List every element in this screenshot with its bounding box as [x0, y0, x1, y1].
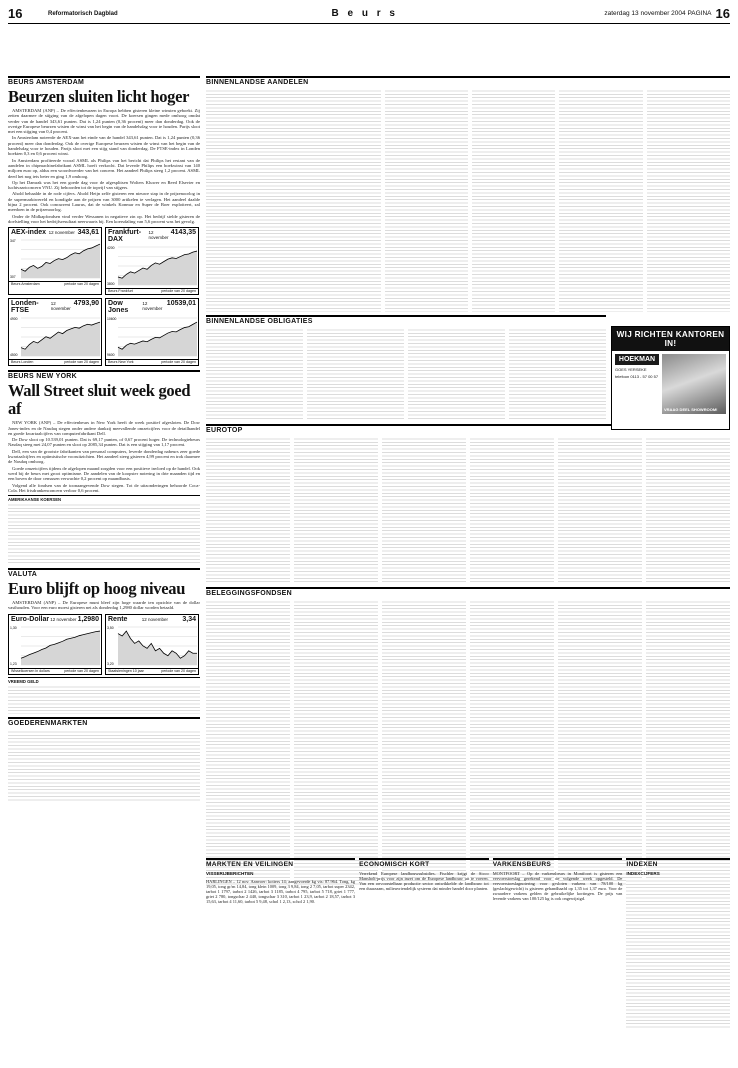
left-column	[8, 76, 200, 803]
chart-aex	[8, 227, 102, 295]
section-label-markten-veilingen: MARKTEN EN VEILINGEN	[206, 858, 355, 868]
table-column	[472, 88, 555, 312]
table-column	[558, 599, 642, 885]
table-column	[382, 599, 466, 885]
table-amerikaanse-koersen	[8, 502, 200, 564]
y-tick-min: 1,23	[10, 661, 17, 666]
ad-headline: WIJ RICHTEN KANTOREN IN!	[612, 327, 729, 351]
table-column	[646, 599, 730, 885]
subheading-visserijberichten: VISSERIJBERICHTEN	[206, 871, 254, 876]
section-label-indexen: INDEXEN	[626, 858, 730, 868]
chart-date: 12 november	[148, 230, 169, 241]
table-column	[385, 88, 468, 312]
section-label-goederenmarkten: GOEDERENMARKTEN	[8, 717, 200, 727]
table-binnenlandse-aandelen	[206, 88, 730, 312]
table-column	[647, 88, 730, 312]
table-column	[294, 436, 378, 584]
table-goederenmarkten	[8, 729, 200, 803]
column-indexen	[626, 858, 730, 1028]
chart-foot-left: Beurs Londen	[11, 360, 34, 365]
section-label-beurs-amsterdam: BEURS AMSTERDAM	[8, 76, 200, 86]
y-tick-max: 1,30	[10, 625, 17, 630]
section-label-binnenlandse-aandelen: BINNENLANDSE AANDELEN	[206, 76, 730, 86]
line-chart-ftse	[9, 315, 103, 359]
chart-name: AEX-index	[11, 229, 47, 237]
line-chart-aex	[9, 237, 103, 281]
table-column	[408, 327, 505, 421]
table-column	[206, 327, 303, 421]
chart-date: 12 november	[141, 616, 169, 622]
ad-tagline: GOES YERSEKE	[615, 367, 647, 372]
dateline: zaterdag 13 november 2004 PAGINA	[604, 10, 712, 17]
chart-row-low	[8, 614, 200, 675]
column-varkensbeurs	[493, 858, 623, 1028]
series-area	[118, 631, 197, 665]
chart-value: 1,2980	[77, 615, 99, 623]
newspaper-logo: Reformatorisch Dagblad	[48, 10, 118, 17]
chart-date: 12 november	[48, 230, 75, 236]
ad-photo-caption: VRAAG DEEL SHOWROOM!	[664, 407, 718, 412]
chart-foot-right: periode van 20 dagen	[64, 668, 99, 673]
chart-value: 343,61	[77, 229, 99, 237]
chart-row-top	[8, 227, 200, 295]
chart-name: Frankfurt-DAX	[108, 229, 142, 244]
subheading-indexcijfers: INDEXCIJFERS	[626, 871, 660, 876]
table-column	[294, 599, 378, 885]
line-chart-dax	[106, 244, 200, 288]
article-valuta	[8, 600, 200, 611]
table-column	[206, 599, 290, 885]
table-column	[558, 436, 642, 584]
masthead	[8, 4, 730, 24]
right-column	[206, 76, 730, 885]
section-label-economisch-kort: ECONOMISCH KORT	[359, 858, 489, 868]
article-varkensbeurs: MONTFOORT – Op de varkensbeurs in Montfoort is gisteren een vervoerstoeslag gerekend voor de volgende week opgesteld. De vervoerstoeslagnotering voor gesloten varkens van 78/100 kg (geslachtgewicht) is gisteren gehandhaafd op 1,35 tot 1,37 euro. Voor de zwaardere varkens gelden de gebruikelijke kortingen. De prijs van levende varkens van 100/125 kg is ook ongewijzigd.	[492, 871, 623, 902]
section-label-wall-street: BEURS NEW YORK	[8, 370, 200, 380]
chart-foot-right: periode van 20 dagen	[161, 289, 196, 294]
chart-foot-left: Beurs Amsterdam	[11, 282, 40, 287]
paragraph: AMSTERDAM (ANP) – De Europese munt bleef zijn hoge waarde ten opzichte van de dollar vasthouden. Voor een euro moest gisteren net als donderdag 1,2980 dollar worden betaald.	[8, 600, 200, 611]
chart-foot-left: Staatsleningen 10 jaar	[108, 668, 144, 673]
headline-wall-street: Wall Street sluit week goed af	[8, 381, 191, 419]
page-number: 16	[8, 6, 23, 21]
y-tick-max: 4200	[107, 246, 115, 251]
table-vreemd-geld	[8, 684, 200, 714]
table-column	[206, 436, 290, 584]
paragraph: Onder de Midkapfondsen vind verder Wessanen in negatieve zin op. Het bedrijf stelde gisteren de doelstelling voor het bedrijfsresultaat neerwaarts bij. Een koersdaling van 5,6 procent was het gevolg.	[8, 213, 200, 224]
headline-valuta: Euro blijft op hoog niveau	[8, 579, 186, 599]
y-tick-max: 347	[10, 239, 16, 244]
chart-date: 12 november	[142, 301, 163, 312]
series-area	[21, 631, 100, 665]
section-label-varkensbeurs: VARKENSBEURS	[493, 858, 623, 868]
ad-phone: telefoon 0113 - 57 00 57	[615, 374, 659, 379]
section-title: B e u r s	[331, 8, 398, 19]
chart-foot-left: Wisselkoersen in dollars	[11, 668, 50, 673]
table-column	[470, 436, 554, 584]
paragraph: AMSTERDAM (ANP) – De effectenbeurzen in Europa hebben gisteren kleine winsten geboekt. Zij zetten daarmee de stijging van de afgelopen dagen voort. De koersen gingen mede omhoog omdat verder van de handel 343,61 punten. Dat is 1,24 punten (0,36 procent) meer dan donderdag. Ook de overige Europese beurzen wisten de winst van het begin van de handelsdag voor te houden. Parijs sloot met een stijging van 0,4 procent.	[8, 108, 200, 135]
y-tick-min: 9600	[107, 353, 115, 358]
chart-dax	[105, 227, 199, 295]
paragraph: Dell, een van de grootste fabrikanten van personal computers, leverde donderdag nabeurs zeer goede kwartaalcijfers en optimistische vooruitzichten. Het aandeel steeg gisteren 4,99 procent en trok daarmee de Nasdaq omhoog.	[8, 448, 200, 465]
column-markten-veilingen	[206, 858, 355, 1028]
ad-brand-name: HOEKMAN	[615, 354, 659, 365]
paragraph: Ahold behaalde in de rode cijfers. Ahold Heijn zelfe gisteren een nieuwe stap in de prijzenoorlog in de supermarktwereld en kondigde aan de prijzen van 3000 artikelen te verlagen. Het aandeel daalde bijna 2 procent. Ook concurrent Laurus, dat de winkels Konmar en Super de Boer exploiteert, zal meedoen in de prijzenoorlog.	[8, 191, 200, 213]
paragraph: In Amsterdam profiteerde vooral ASML als Philips van het bericht dat Philips het restant van de aandelen in chipmachinefabrikant ASML hoeft verkocht. Dat leverde Philips een boekwinst van 140 miljoen euro op, aldus een woordvoerder van het concern. Het aandeel Philips steeg 1,2 procent. ASML deed het nog iets beter en ging 1,9 omhoog.	[8, 157, 200, 179]
chart-foot-right: periode van 20 dagen	[161, 668, 196, 673]
chart-date: 12 november	[50, 616, 77, 622]
ad-photo	[662, 354, 726, 414]
article-wall-street	[8, 420, 200, 493]
paragraph: Op het Damrak was het een goede dag voor de afgesplitsen Wolters Kluwer en Reed Elsevier en luchtvaartconcern VNU. Zij behoorden tot de topvijf van stijgers.	[8, 179, 200, 191]
y-tick-max: 3,50	[107, 625, 114, 630]
table-column	[307, 327, 404, 421]
table-eurotop	[206, 436, 730, 584]
bottom-band	[206, 858, 730, 1028]
chart-value: 3,34	[182, 615, 196, 623]
chart-euro-dollar	[8, 614, 102, 675]
chart-foot-right: periode van 20 dagen	[64, 282, 99, 287]
article-beurs-amsterdam	[8, 108, 200, 224]
y-tick-min: 307	[10, 275, 16, 280]
line-chart-dow	[106, 315, 200, 359]
table-indexen	[626, 878, 730, 1028]
series-area	[21, 322, 100, 356]
chart-foot-left: Beurs New York	[108, 360, 134, 365]
y-tick-min: 4500	[10, 353, 18, 358]
article-economisch-kort: Verrekend Europese landbouwsubsidies. Fischler krijgt de Sicco Mansholt-prijs voor zijn inzet om de Europese landbouw uit te voeren. Van een onvoorstelbaar productie sector ontwikkelde de landbouw tot een duurzaam, milieuvriendelijk systeem dat minder handel door planten.	[359, 871, 489, 892]
section-label-eurotop: EUROTOP	[206, 424, 730, 434]
table-header-vreemd-geld: VREEMD GELD	[8, 677, 200, 684]
chart-name: Dow Jones	[108, 300, 129, 315]
y-tick-max: 4900	[10, 317, 18, 322]
paragraph: In Amsterdam noteerde de AEX-aan het einde van de handel 343,61 punten. Dat is 1,24 punten (0,36 procent) meer dan donderdag. Ook de overige Europese beurzen wisten de winst van het begin van de handelsdag voor te houden. Parijs sloot met een stijg stand van donderdag. De FTSE-index in Londen boekten 0,3 en 0,6 procent winst.	[8, 135, 200, 157]
chart-name: Rente	[108, 615, 128, 623]
y-tick-min: 3,20	[107, 661, 114, 666]
section-label-valuta: VALUTA	[8, 568, 200, 578]
chart-foot-left: Beurs Frankfurt	[108, 289, 133, 294]
section-label-binnenlandse-obligaties: BINNENLANDSE OBLIGATIES	[206, 315, 606, 325]
series-area	[118, 251, 197, 285]
chart-row-mid	[8, 298, 200, 366]
chart-value: 4793,90	[73, 300, 99, 308]
line-chart-euro-dollar	[9, 624, 103, 668]
chart-name: Euro-Dollar	[11, 615, 50, 623]
page-number-right: 16	[715, 6, 730, 21]
headline-beurs-amsterdam: Beurzen sluiten licht hoger	[8, 87, 190, 106]
table-beleggingsfondsen	[206, 599, 730, 885]
paragraph: Volgend alle fondsen van de toonaangevende Dow stegen. Tot de uitzonderingen behoorde Coca-Cola. Het frisdrankenconcern verloor 0,6 procent.	[8, 482, 200, 493]
y-tick-max: 10600	[107, 317, 117, 322]
table-column	[559, 88, 642, 312]
table-binnenlandse-obligaties	[206, 327, 606, 421]
section-label-beleggingsfondsen: BELEGGINGSFONDSEN	[206, 587, 730, 597]
chart-foot-right: periode van 20 dagen	[64, 360, 99, 365]
chart-foot-right: periode van 20 dagen	[161, 360, 196, 365]
chart-value: 4143,35	[170, 229, 196, 237]
chart-dow	[105, 298, 199, 366]
paragraph: De Dow sloot op 10.539,01 punten. Dat is 69,17 punten, of 0,67 procent hoger. De technologiebeurs Nasdaq steeg met 24,07 punten en sloot op 2085,34 punten. Dat is een stijging van 1,17 procent.	[8, 437, 200, 448]
paragraph: Goede omzetcijfers tijdens de afgelopen maand zorgden voor een positieve invloed op de handel. Ook werd bij de beurs met groot optimisme. De aandelen van de koopster notering in drie maanden tijd en een boven de door censusen verwachte 0,2 procent op maandbasis.	[8, 465, 200, 482]
paragraph: NEW YORK (ANP) – De effectenbeurs in New York heeft de week positief afgesloten. De Dow Jones-index en de Nasdaq stegen onder andere dankzij meevallende omzetcijfers voor de detailhandel en goede kwartaalcijfers van computerfabrikant Dell.	[8, 420, 200, 436]
line-chart-rente	[106, 624, 200, 668]
table-column	[382, 436, 466, 584]
y-tick-min: 3800	[107, 282, 115, 287]
table-column	[509, 327, 606, 421]
table-column	[470, 599, 554, 885]
chart-value: 10539,01	[166, 300, 196, 308]
chart-rente	[105, 614, 199, 675]
chart-name: Londen-FTSE	[11, 300, 39, 315]
table-column	[646, 436, 730, 584]
table-column	[206, 88, 381, 312]
chart-date: 12 november	[50, 301, 71, 312]
chart-ftse	[8, 298, 102, 366]
advertisement-hoekman	[611, 326, 730, 430]
table-header-amerikaanse-koersen: AMERIKAANSE KOERSEN	[8, 495, 200, 502]
column-economisch-kort	[359, 858, 489, 1028]
article-markten-veilingen: HARLINGEN – 12 nov. Aanvoer: kotters 14; aangevoerde kg vis: 87.964. Tong, kg 19,05, tong gr/m 14,84, tong klein 1009, tong 3 9,84, tong 2 7,05, tarbot super 2342, tarbot 1 1797, tarbot 2 1426, tarbot 3 1185, tarbot 4 795, tarbot 5 718, griet 1 777, griet 2 780, tongschar 2 440, tongschar 3 310, tarbot 1 23,9, tarbot 2 18,57, tarbot 3 15,63, tarbot 4 11,60, tarbot 5 9,48, schol 1 2,13, schol 2 1,90.	[206, 879, 356, 905]
